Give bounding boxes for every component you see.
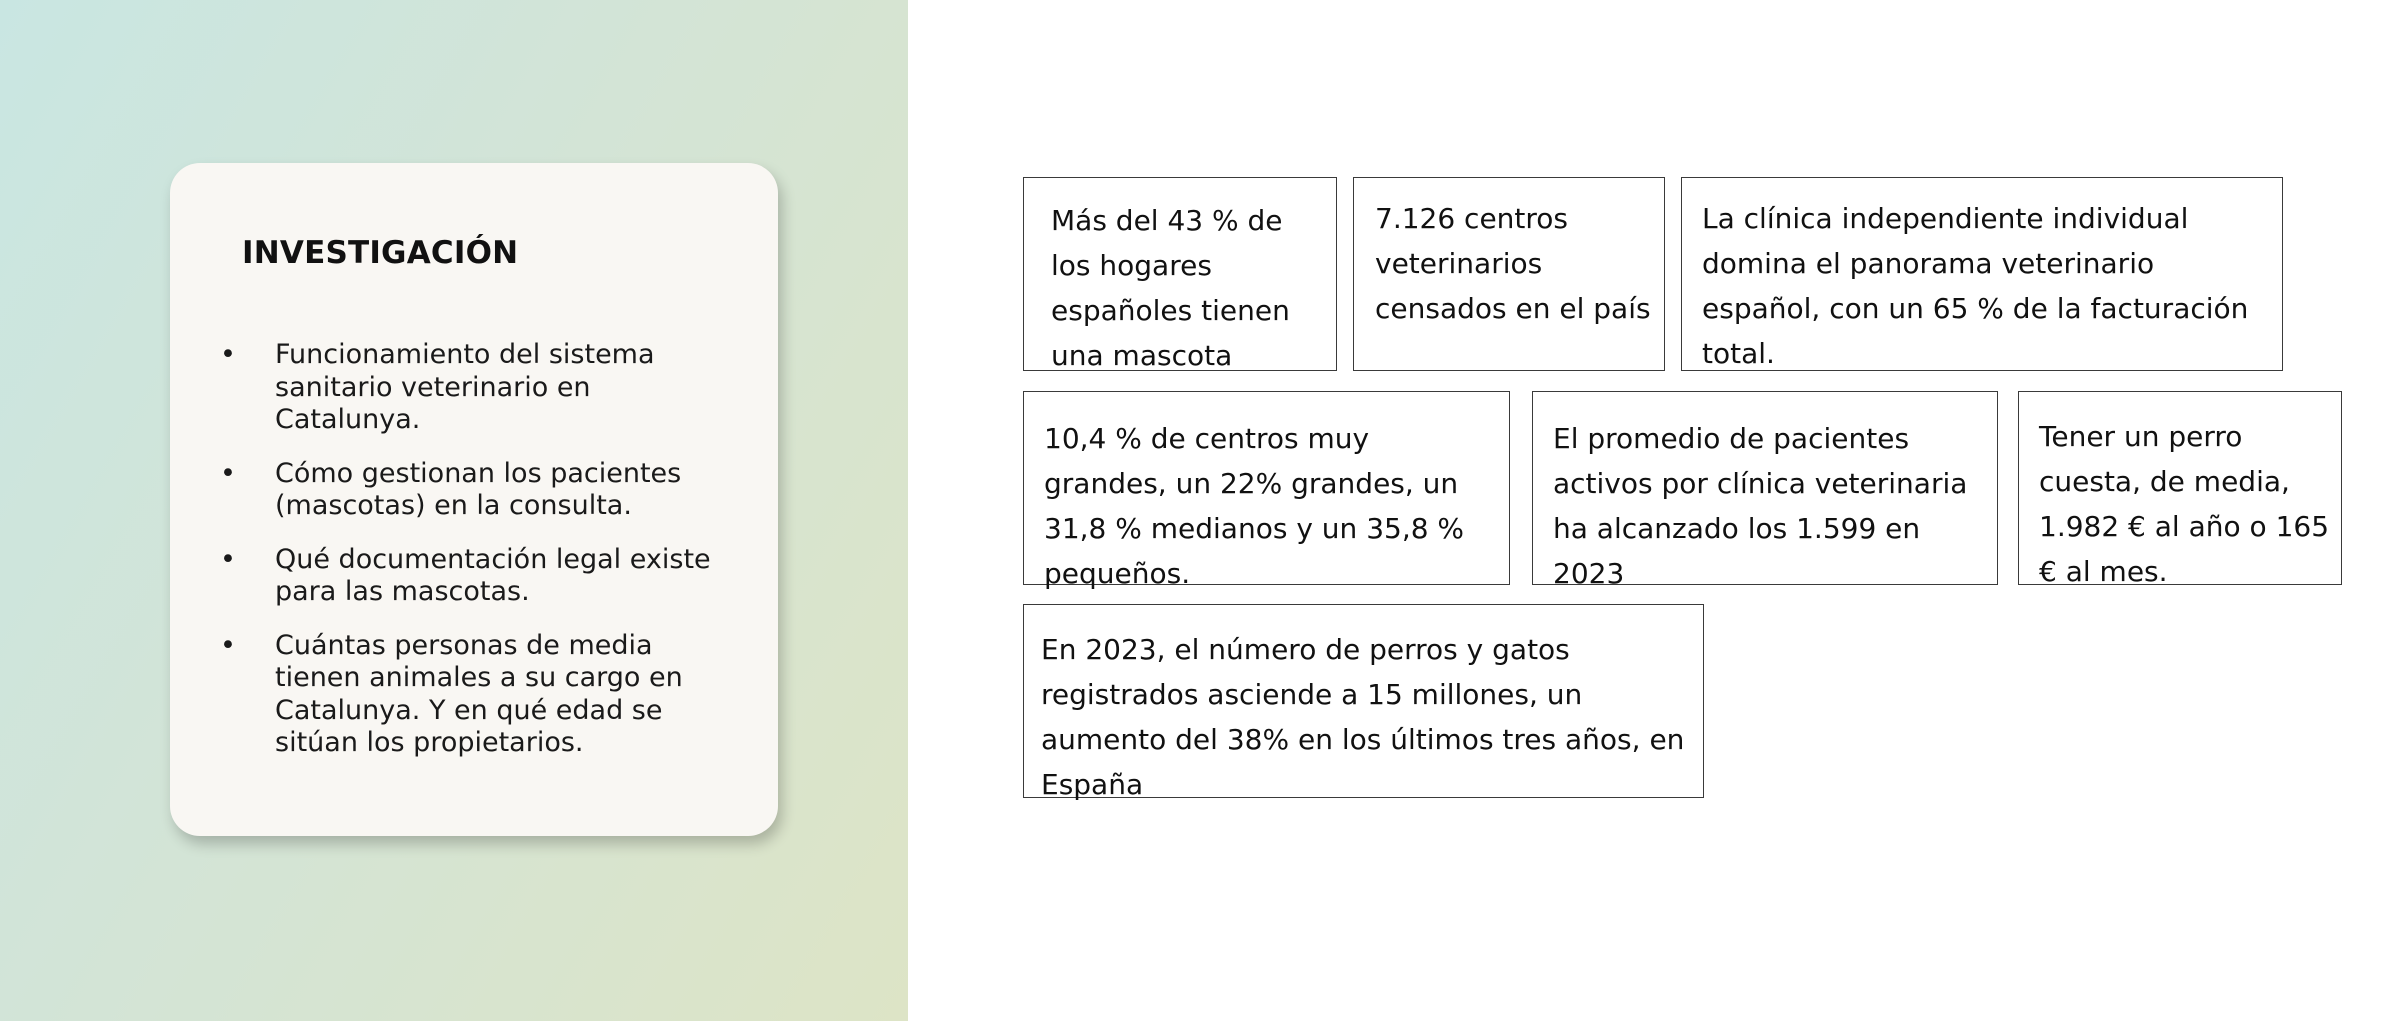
- list-item: [170, 630, 778, 760]
- fact-box-center-sizes: 10,4 % de centros muy grandes, un 22% grandes, un 31,8 % medianos y un 35,8 % pequeños.: [1023, 391, 1510, 585]
- list-item-text: Cómo gestionan los pacientes (mascotas) en la consulta.: [275, 457, 682, 521]
- fact-box-independent-clinic: La clínica independiente individual domina el panorama veterinario español, con un 65 % de la facturación total.: [1681, 177, 2283, 371]
- fact-box-dog-cost: Tener un perro cuesta, de media, 1.982 € al año o 165 € al mes.: [2018, 391, 2342, 585]
- research-card: [170, 163, 778, 836]
- list-item-text: Funcionamiento del sistema sanitario veterinario en Catalunya.: [275, 339, 655, 435]
- list-item: [170, 544, 778, 609]
- list-item-text: Qué documentación legal existe para las mascotas.: [275, 543, 711, 607]
- fact-box-active-patients: El promedio de pacientes activos por clínica veterinaria ha alcanzado los 1.599 en 2023: [1532, 391, 1998, 585]
- research-title: INVESTIGACIÓN: [242, 235, 519, 271]
- fact-box-households-pets: Más del 43 % de los hogares españoles tienen una mascota: [1023, 177, 1337, 371]
- bullet-icon: •: [220, 339, 236, 370]
- list-item-text: Cuántas personas de media tienen animales a su cargo en Catalunya. Y en qué edad se sitúan los propietarios.: [275, 629, 683, 758]
- bullet-icon: •: [220, 457, 236, 489]
- fact-box-registered-pets: En 2023, el número de perros y gatos registrados asciende a 15 millones, un aumento del 38% en los últimos tres años, en España: [1023, 604, 1704, 798]
- research-list: [170, 339, 778, 781]
- fact-box-vet-centers: 7.126 centros veterinarios censados en el país: [1353, 177, 1665, 371]
- list-item: [170, 339, 778, 437]
- bullet-icon: •: [220, 629, 236, 661]
- bullet-icon: •: [220, 543, 236, 575]
- left-gradient-panel: [0, 0, 908, 1021]
- list-item: [170, 458, 778, 523]
